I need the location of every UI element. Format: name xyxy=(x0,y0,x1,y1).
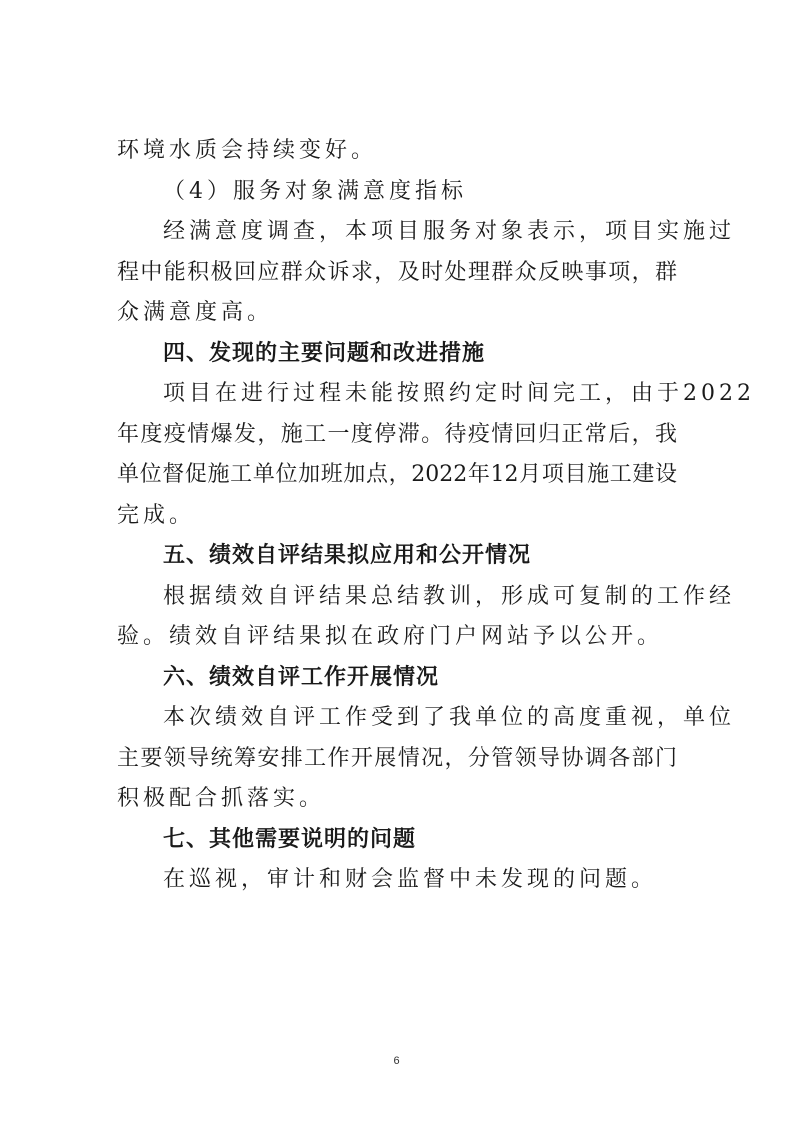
paragraph-line: 本次绩效自评工作受到了我单位的高度重视，单位 xyxy=(163,705,736,730)
section-heading-problems: 四、发现的主要问题和改进措施 xyxy=(163,340,486,366)
paragraph-line: 环境水质会持续变好。 xyxy=(117,138,378,163)
paragraph-line: 项目在进行过程未能按照约定时间完工，由于2022 xyxy=(163,381,755,406)
paragraph-line: 主要领导统筹安排工作开展情况，分管领导协调各部门 xyxy=(117,745,677,771)
paragraph-line: 积极配合抓落实。 xyxy=(117,786,326,811)
page-number: 6 xyxy=(393,1055,400,1067)
paragraph-line: 年度疫情爆发，施工一度停滞。待疫情回归正常后，我 xyxy=(117,421,677,447)
paragraph-line: 单位督促施工单位加班加点，2022年12月项目施工建设 xyxy=(117,462,677,487)
section-heading-results: 五、绩效自评结果拟应用和公开情况 xyxy=(163,543,532,568)
subheading-satisfaction: （4）服务对象满意度指标 xyxy=(163,178,467,204)
paragraph-line: 完成。 xyxy=(117,502,196,528)
paragraph-line: 经满意度调查，本项目服务对象表示，项目实施过 xyxy=(163,219,736,244)
section-heading-other: 七、其他需要说明的问题 xyxy=(163,826,417,852)
section-heading-work: 六、绩效自评工作开展情况 xyxy=(163,664,440,690)
paragraph-line: 根据绩效自评结果总结教训，形成可复制的工作经 xyxy=(163,583,736,609)
paragraph-line: 众满意度高。 xyxy=(117,300,274,325)
paragraph-line: 在巡视，审计和财会监督中未发现的问题。 xyxy=(163,867,658,892)
paragraph-line: 程中能积极回应群众诉求，及时处理群众反映事项，群 xyxy=(117,259,677,285)
paragraph-line: 验。绩效自评结果拟在政府门户网站予以公开。 xyxy=(117,624,664,649)
document-body xyxy=(117,131,755,901)
